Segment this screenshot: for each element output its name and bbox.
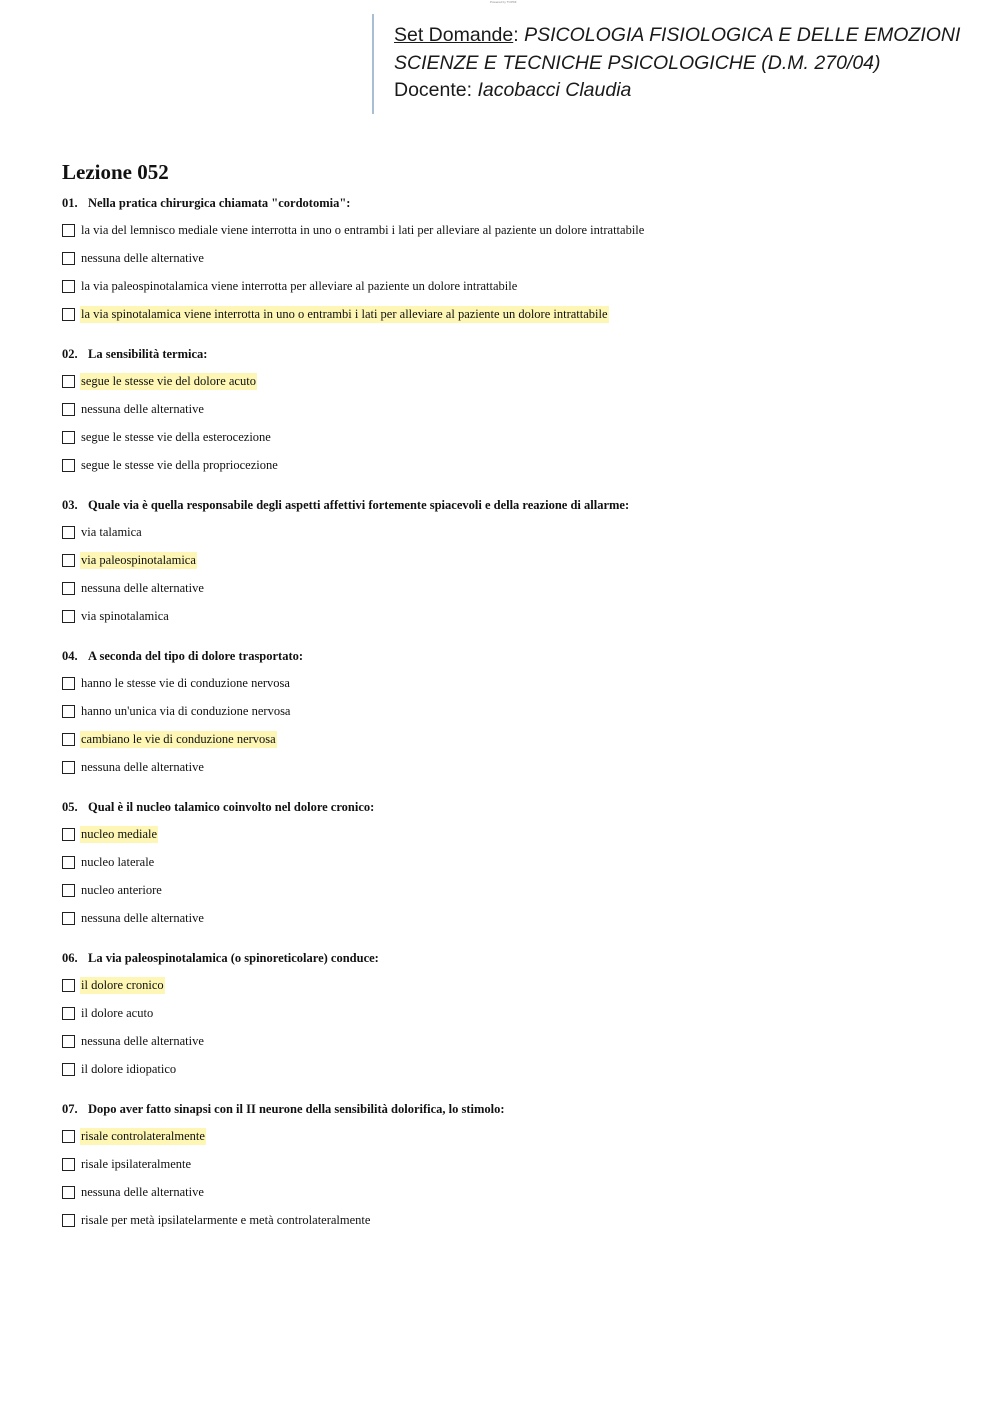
answer-option[interactable] bbox=[62, 608, 170, 624]
answer-checkbox[interactable] bbox=[62, 610, 75, 623]
answer-checkbox[interactable] bbox=[62, 252, 75, 265]
correct-answer-text: risale controlateralmente bbox=[81, 1128, 205, 1143]
answer-text: nessuna delle alternative bbox=[81, 250, 204, 265]
answer-checkbox[interactable] bbox=[62, 554, 75, 567]
answer-text: nucleo anteriore bbox=[81, 882, 162, 897]
document-header bbox=[372, 14, 974, 114]
question-text: La sensibilità termica: bbox=[88, 347, 208, 361]
answer-option[interactable] bbox=[62, 675, 291, 691]
correct-answer-text: il dolore cronico bbox=[81, 977, 164, 992]
question-number: 03. bbox=[62, 498, 78, 512]
answer-option[interactable] bbox=[62, 703, 291, 719]
question-number: 05. bbox=[62, 800, 78, 814]
answer-option[interactable] bbox=[62, 401, 205, 417]
answer-checkbox[interactable] bbox=[62, 308, 75, 321]
teacher-name: Iacobacci Claudia bbox=[477, 79, 632, 101]
answer-option[interactable] bbox=[62, 882, 163, 898]
question-3 bbox=[62, 498, 629, 513]
answer-checkbox[interactable] bbox=[62, 224, 75, 237]
question-number: 01. bbox=[62, 196, 78, 210]
answer-option[interactable] bbox=[62, 429, 272, 445]
answer-checkbox[interactable] bbox=[62, 375, 75, 388]
answer-text: nessuna delle alternative bbox=[81, 1184, 204, 1199]
question-number: 07. bbox=[62, 1102, 78, 1116]
answer-text: hanno un'unica via di conduzione nervosa bbox=[81, 703, 291, 718]
answer-checkbox[interactable] bbox=[62, 526, 75, 539]
answer-option[interactable] bbox=[62, 854, 155, 870]
answer-checkbox[interactable] bbox=[62, 828, 75, 841]
answer-text: risale ipsilateralmente bbox=[81, 1156, 192, 1171]
answer-text: hanno le stesse vie di conduzione nervosa bbox=[81, 675, 290, 690]
answer-option[interactable] bbox=[62, 1212, 371, 1228]
course-name: PSICOLOGIA FISIOLOGICA E DELLE EMOZIONI bbox=[524, 24, 961, 46]
answer-option[interactable] bbox=[62, 306, 609, 322]
answer-text: nucleo laterale bbox=[81, 854, 155, 869]
answer-option[interactable] bbox=[62, 1156, 192, 1172]
question-text: Dopo aver fatto sinapsi con il II neurone della sensibilità dolorifica, lo stimolo: bbox=[88, 1102, 505, 1116]
answer-text: nessuna delle alternative bbox=[81, 910, 204, 925]
answer-checkbox[interactable] bbox=[62, 1007, 75, 1020]
answer-option[interactable] bbox=[62, 580, 205, 596]
question-text: La via paleospinotalamica (o spinoreticolare) conduce: bbox=[88, 951, 379, 965]
answer-option[interactable] bbox=[62, 250, 205, 266]
answer-text: la via del lemnisco mediale viene interrotta in uno o entrambi i lati per alleviare al paziente un dolore intrattabile bbox=[81, 222, 645, 237]
answer-checkbox[interactable] bbox=[62, 733, 75, 746]
answer-checkbox[interactable] bbox=[62, 856, 75, 869]
correct-answer-text: cambiano le vie di conduzione nervosa bbox=[81, 731, 276, 746]
degree-name: SCIENZE E TECNICHE PSICOLOGICHE (D.M. 270/04) bbox=[394, 52, 881, 74]
answer-text: via talamica bbox=[81, 524, 142, 539]
answer-option[interactable] bbox=[62, 731, 277, 747]
answer-option[interactable] bbox=[62, 910, 205, 926]
question-6 bbox=[62, 951, 379, 966]
answer-text: segue le stesse vie della esterocezione bbox=[81, 429, 271, 444]
question-4 bbox=[62, 649, 303, 664]
answer-checkbox[interactable] bbox=[62, 459, 75, 472]
lesson-title: Lezione 052 bbox=[62, 160, 169, 184]
answer-option[interactable] bbox=[62, 977, 165, 993]
answer-option[interactable] bbox=[62, 1033, 205, 1049]
answer-checkbox[interactable] bbox=[62, 1158, 75, 1171]
answer-text: risale per metà ipsilatelarmente e metà controlateralmente bbox=[81, 1212, 371, 1227]
answer-checkbox[interactable] bbox=[62, 1063, 75, 1076]
answer-option[interactable] bbox=[62, 373, 257, 389]
answer-option[interactable] bbox=[62, 1005, 154, 1021]
answer-option[interactable] bbox=[62, 278, 518, 294]
answer-checkbox[interactable] bbox=[62, 403, 75, 416]
answer-text: nessuna delle alternative bbox=[81, 580, 204, 595]
answer-text: via spinotalamica bbox=[81, 608, 169, 623]
answer-text: il dolore acuto bbox=[81, 1005, 154, 1020]
answer-text: il dolore idiopatico bbox=[81, 1061, 177, 1076]
question-number: 06. bbox=[62, 951, 78, 965]
question-5 bbox=[62, 800, 374, 815]
correct-answer-text: la via spinotalamica viene interrotta in uno o entrambi i lati per alleviare al paziente un dolore intrattabile bbox=[81, 306, 608, 321]
answer-option[interactable] bbox=[62, 457, 279, 473]
answer-option[interactable] bbox=[62, 222, 645, 238]
question-2 bbox=[62, 347, 207, 362]
answer-checkbox[interactable] bbox=[62, 912, 75, 925]
top-mark: Powered by TCPDF bbox=[490, 0, 517, 4]
answer-checkbox[interactable] bbox=[62, 1035, 75, 1048]
answer-checkbox[interactable] bbox=[62, 884, 75, 897]
answer-checkbox[interactable] bbox=[62, 705, 75, 718]
answer-checkbox[interactable] bbox=[62, 1130, 75, 1143]
question-text: A seconda del tipo di dolore trasportato: bbox=[88, 649, 304, 663]
answer-text: la via paleospinotalamica viene interrotta per alleviare al paziente un dolore intrattabile bbox=[81, 278, 518, 293]
question-number: 04. bbox=[62, 649, 78, 663]
answer-option[interactable] bbox=[62, 524, 143, 540]
answer-checkbox[interactable] bbox=[62, 431, 75, 444]
correct-answer-text: via paleospinotalamica bbox=[81, 552, 196, 567]
question-text: Qual è il nucleo talamico coinvolto nel dolore cronico: bbox=[88, 800, 375, 814]
teacher-label: Docente: bbox=[394, 79, 478, 101]
answer-checkbox[interactable] bbox=[62, 280, 75, 293]
answer-checkbox[interactable] bbox=[62, 761, 75, 774]
answer-checkbox[interactable] bbox=[62, 677, 75, 690]
answer-option[interactable] bbox=[62, 1061, 177, 1077]
answer-option[interactable] bbox=[62, 552, 197, 568]
answer-checkbox[interactable] bbox=[62, 979, 75, 992]
correct-answer-text: nucleo mediale bbox=[81, 826, 158, 841]
question-number: 02. bbox=[62, 347, 78, 361]
answer-checkbox[interactable] bbox=[62, 1214, 75, 1227]
question-text: Quale via è quella responsabile degli aspetti affettivi fortemente spiacevoli e della reazione di allarme: bbox=[88, 498, 630, 512]
answer-option[interactable] bbox=[62, 1184, 205, 1200]
answer-option[interactable] bbox=[62, 759, 205, 775]
answer-text: nessuna delle alternative bbox=[81, 759, 204, 774]
set-label: Set Domande bbox=[394, 24, 514, 46]
answer-checkbox[interactable] bbox=[62, 582, 75, 595]
answer-option[interactable] bbox=[62, 1128, 206, 1144]
question-7 bbox=[62, 1102, 505, 1117]
question-text: Nella pratica chirurgica chiamata "cordotomia": bbox=[88, 196, 351, 210]
header-teacher-line bbox=[394, 79, 631, 102]
answer-option[interactable] bbox=[62, 826, 158, 842]
answer-text: segue le stesse vie della propriocezione bbox=[81, 457, 278, 472]
header-set-line bbox=[394, 24, 960, 47]
answer-text: nessuna delle alternative bbox=[81, 1033, 204, 1048]
question-1 bbox=[62, 196, 350, 211]
set-separator: : bbox=[513, 24, 525, 46]
answer-text: nessuna delle alternative bbox=[81, 401, 204, 416]
answer-checkbox[interactable] bbox=[62, 1186, 75, 1199]
correct-answer-text: segue le stesse vie del dolore acuto bbox=[81, 373, 256, 388]
